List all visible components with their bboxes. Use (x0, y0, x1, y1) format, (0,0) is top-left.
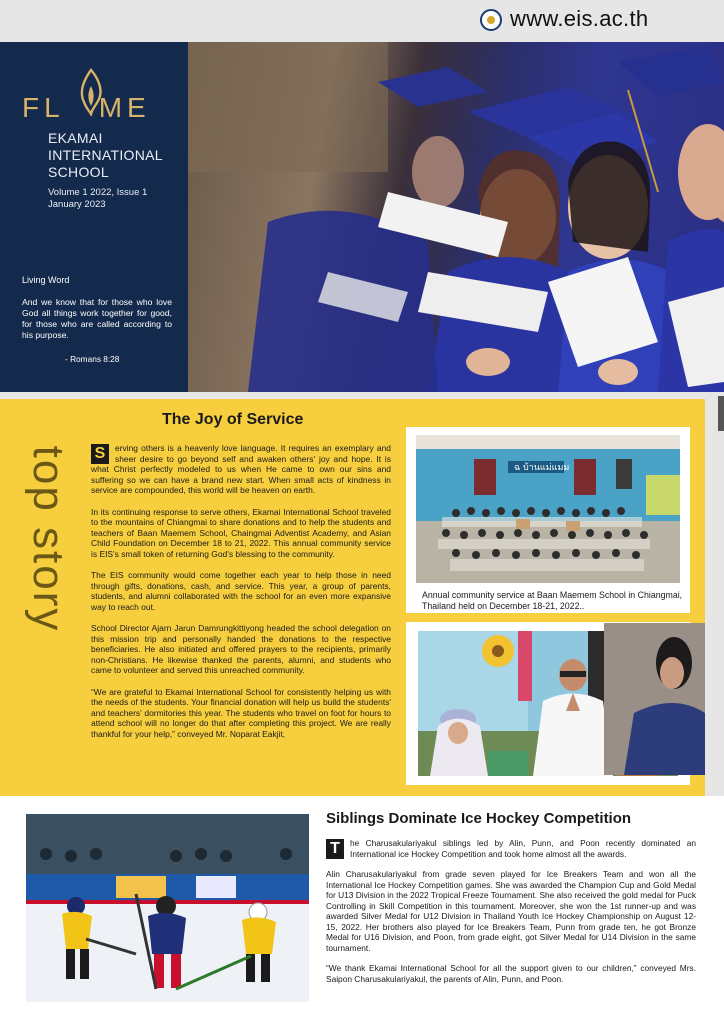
hockey-illustration (26, 814, 309, 1002)
graduation-illustration (188, 42, 724, 392)
living-word-text: And we know that for those who love God all things work together for good, for those who are called according to his purpose. (22, 297, 172, 340)
hockey-title: Siblings Dominate Ice Hockey Competition (326, 810, 632, 827)
hockey-section (0, 796, 724, 1024)
hockey-paragraph-2: Alin Charusakulariyakul from grade seven played for Ice Breakers Team and won all the International Ice Hockey Competition games. She was awarded the Champion Cup and Gold Medal for U13 Division in the 2022 Tropical Freeze Tournament. She also received the gold medal for Puck Controlling in Skill Competition in this tournament. Moreover, she won the 1st runner-up and was awarded Silver Medal for U12 Division in Thailand Youth Ice Hockey Championship on August 12-15, 2022. Her brothers also played for Ice Breakers Team, Punn from grade ten, he got Bronze Medal for U16 Division, and Poon, from grade eight, got Silver Medal for U14 Division in the same tournament. (326, 869, 696, 953)
graduation-photo (188, 42, 724, 392)
story-paragraph-1 (91, 443, 391, 496)
hero-section (0, 42, 724, 392)
story-body (91, 443, 391, 750)
top-story-section (0, 399, 705, 796)
top-bar (0, 0, 724, 42)
hockey-body (326, 838, 696, 994)
issue-date: January 2023 (48, 199, 106, 210)
story-paragraph-1-text: erving others is a heavenly love language. It requires an exemplary and sheer desire to go beyond self and awaken others' joy and hope. It is what Christ perfectly modeled to us when He came to own our sins and suffering so we can have a brand new start. When small acts of kindness in service are compounded, this world will be heaven on earth. (91, 443, 391, 496)
masthead-title-right: ME (98, 92, 151, 123)
masthead-title (22, 92, 151, 124)
community-photo-card (406, 427, 690, 613)
masthead-panel (0, 42, 188, 392)
issue-volume: Volume 1 2022, Issue 1 (48, 187, 148, 198)
volunteer-illustration (604, 623, 705, 775)
eis-seal-icon (480, 9, 502, 31)
community-photo-caption: Annual community service at Baan Maemem School in Chiangmai, Thailand held on December 18-21, 2022.. (422, 590, 683, 611)
hockey-paragraph-1-text: he Charusakulariyakul siblings led by Alin, Punn, and Poon recently dominated an International ice Hockey Competition and took home almost all the awards. (350, 838, 696, 859)
page-edge (705, 396, 724, 796)
hockey-paragraph-3: “We thank Ekamai International School for all the support given to our children,” conveyed Mrs. Saipon Charusakulariyakul, the parents of Alin, Punn, and Poon. (326, 963, 696, 984)
community-group-photo (416, 435, 680, 583)
story-paragraph-2: In its continuing response to serve others, Ekamai International School traveled to the mountains of Chiangmai to share donations and to help the students and teachers of Baan Maemem School, Chaingmai Adventist Academy, and Asian Child Foundation on December 18 to 21, 2022. This annual community service is EIS's small token of returning God's blessing to the community. (91, 506, 391, 559)
school-name: EKAMAI INTERNATIONAL SCHOOL (48, 130, 163, 180)
community-group-illustration (416, 435, 680, 583)
hockey-paragraph-1 (326, 838, 696, 859)
living-word-title: Living Word (22, 275, 70, 285)
hockey-photo (26, 814, 309, 1002)
issue-info (48, 187, 147, 211)
section-label (10, 399, 86, 796)
living-word-reference: - Romans 8:28 (65, 354, 120, 364)
hockey-dropcap: T (326, 839, 344, 859)
dropcap: S (91, 444, 109, 464)
section-label-text: top story (24, 445, 73, 633)
story-paragraph-4: School Director Ajarn Jarun Damrungkittiyong headed the school delegation on this mission trip and personally handed the donations to the respective beneficiaries. He also initiated and offered prayers to the recipients, primarily non-Christians. He likewise thanked the parents, alumni, and students who came to volunteer and served this unreached community. (91, 623, 391, 676)
story-title: The Joy of Service (162, 411, 304, 428)
story-paragraph-3: The EIS community would come together each year to help those in need through gifts, donations, cash, and service. This year, a group of parents, students, and alumni collaborated with the school for an even more expansive way to reach out. (91, 570, 391, 612)
masthead-title-left: FL (22, 92, 65, 123)
volunteer-photo (604, 623, 705, 775)
website-url[interactable]: www.eis.ac.th (510, 6, 649, 31)
story-paragraph-5: “We are grateful to Ekamai International School for consistently helping us with the needs of the students. Your financial donation will help us build the students' and teachers' dormitories this year. The students who travel on foot for hours to attend school will no longer do that after completing this project. We are really thankful for your help,” conveyed Mr. Noparat Eakjit, (91, 686, 391, 740)
school-sign: ฉ บ้านแม่แมม (514, 463, 570, 473)
